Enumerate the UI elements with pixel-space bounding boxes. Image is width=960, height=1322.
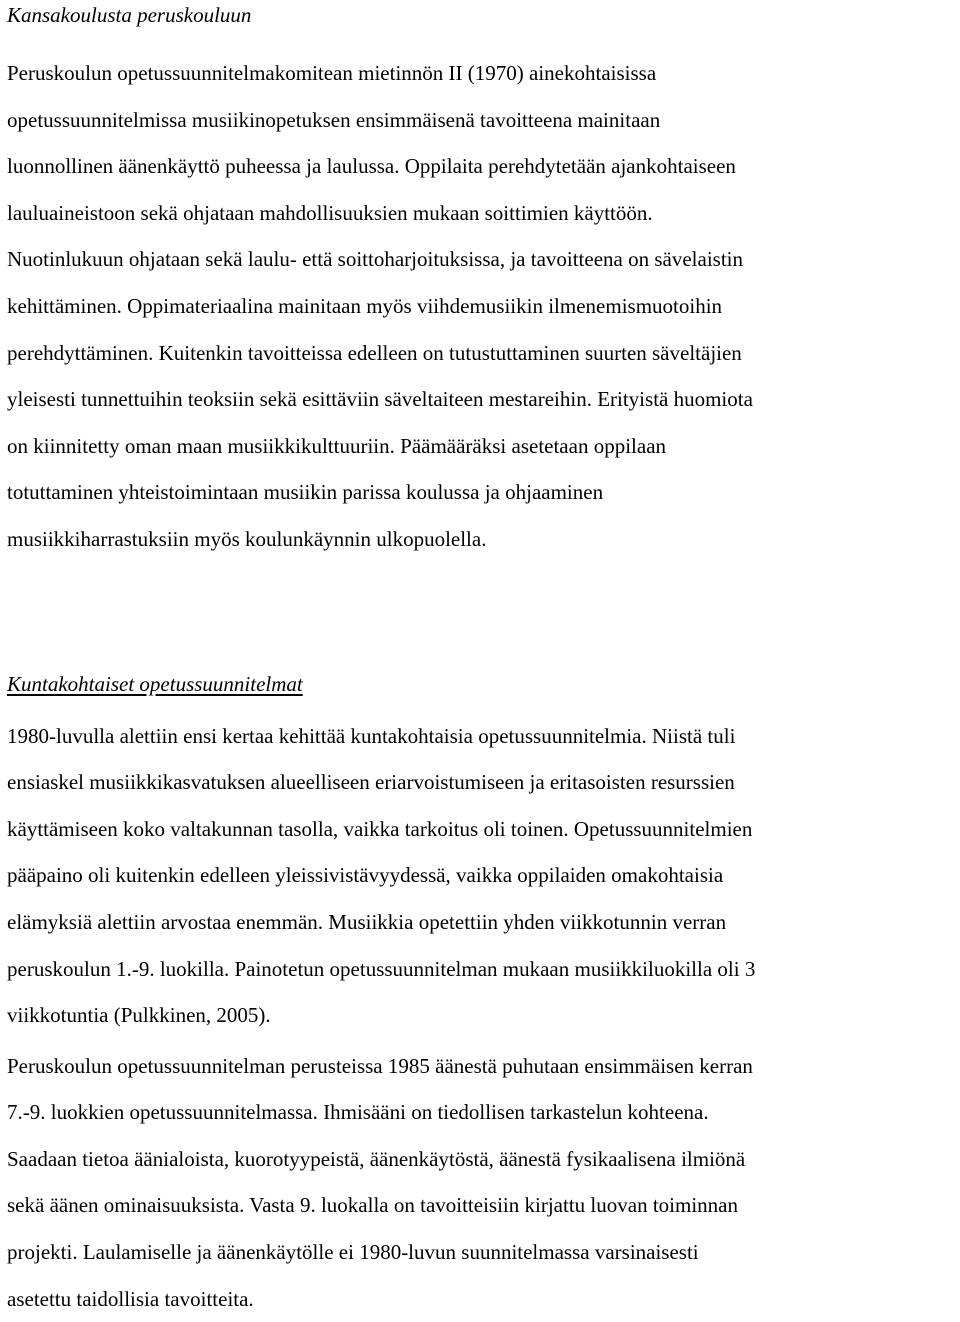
text-line: Nuotinlukuun ohjataan sekä laulu- että soittoharjoituksissa, ja tavoitteena on sävelaistin [7,247,743,272]
text-line: peruskoulun 1.-9. luokilla. Painotetun opetussuunnitelman mukaan musiikkiluokilla oli 3 [7,956,756,981]
text-line: Peruskoulun opetussuunnitelman perusteissa 1985 äänestä puhutaan ensimmäisen kerran [7,1053,753,1078]
text-line: viikkotuntia (Pulkkinen, 2005). [7,1003,271,1028]
text-line: opetussuunnitelmissa musiikinopetuksen ensimmäisenä tavoitteena mainitaan [7,107,661,132]
text-line: on kiinnitetty oman maan musiikkikulttuuriin. Päämääräksi asetetaan oppilaan [7,433,667,458]
text-line: sekä äänen ominaisuuksista. Vasta 9. luokalla on tavoitteisiin kirjattu luovan toiminnan [7,1193,738,1218]
text-line: pääpaino oli kuitenkin edelleen yleissivistävyydessä, vaikka oppilaiden omakohtaisia [7,863,724,888]
text-line: ensiaskel musiikkikasvatuksen alueelliseen eriarvoistumiseen ja eritasoisten resurssien [7,770,735,795]
text-line: 7.-9. luokkien opetussuunnitelmassa. Ihmisääni on tiedollisen tarkastelun kohteena. [7,1100,709,1125]
text-line: lauluaineistoon sekä ohjataan mahdollisuuksien mukaan soittimien käyttöön. [7,200,653,225]
text-line: luonnollinen äänenkäyttö puheessa ja laulussa. Oppilaita perehdytetään ajankohtaiseen [7,154,736,179]
text-line: totuttaminen yhteistoimintaan musiikin parissa koulussa ja ohjaaminen [7,480,604,505]
paragraph-perusteet-1985 [7,1043,957,1322]
document-page [7,0,957,1322]
paragraph-peruskoulun-mietinto [7,50,957,563]
paragraph-kuntakohtaiset-1980 [7,713,957,1039]
text-line: Saadaan tietoa äänialoista, kuorotyypeistä, äänenkäytöstä, äänestä fysikaalisena ilmiönä [7,1146,746,1171]
text-line: yleisesti tunnettuihin teoksiin sekä esittäviin säveltaiteen mestareihin. Erityistä huomiota [7,387,753,412]
text-line: kehittäminen. Oppimateriaalina mainitaan myös viihdemusiikin ilmenemismuotoihin [7,293,723,318]
text-line: asetettu taidollisia tavoitteita. [7,1286,254,1311]
text-line: käyttämiseen koko valtakunnan tasolla, vaikka tarkoitus oli toinen. Opetussuunnitelmien [7,816,753,841]
text-line: elämyksiä alettiin arvostaa enemmän. Musiikkia opetettiin yhden viikkotunnin verran [7,909,727,934]
text-line: 1980-luvulla alettiin ensi kertaa kehittää kuntakohtaisia opetussuunnitelmia. Niistä tuli [7,723,736,748]
text-line: perehdyttäminen. Kuitenkin tavoitteissa edelleen on tutustuttaminen suurten säveltäjien [7,340,742,365]
section-heading-kansakoulusta: Kansakoulusta peruskouluun [7,3,252,27]
section-heading-kuntakohtaiset: Kuntakohtaiset opetussuunnitelmat [7,671,303,696]
text-line: musiikkiharrastuksiin myös koulunkäynnin ulkopuolella. [7,526,487,551]
text-line: projekti. Laulamiselle ja äänenkäytölle ei 1980-luvun suunnitelmassa varsinaisesti [7,1240,699,1265]
text-line: Peruskoulun opetussuunnitelmakomitean mietinnön II (1970) ainekohtaisissa [7,61,657,85]
